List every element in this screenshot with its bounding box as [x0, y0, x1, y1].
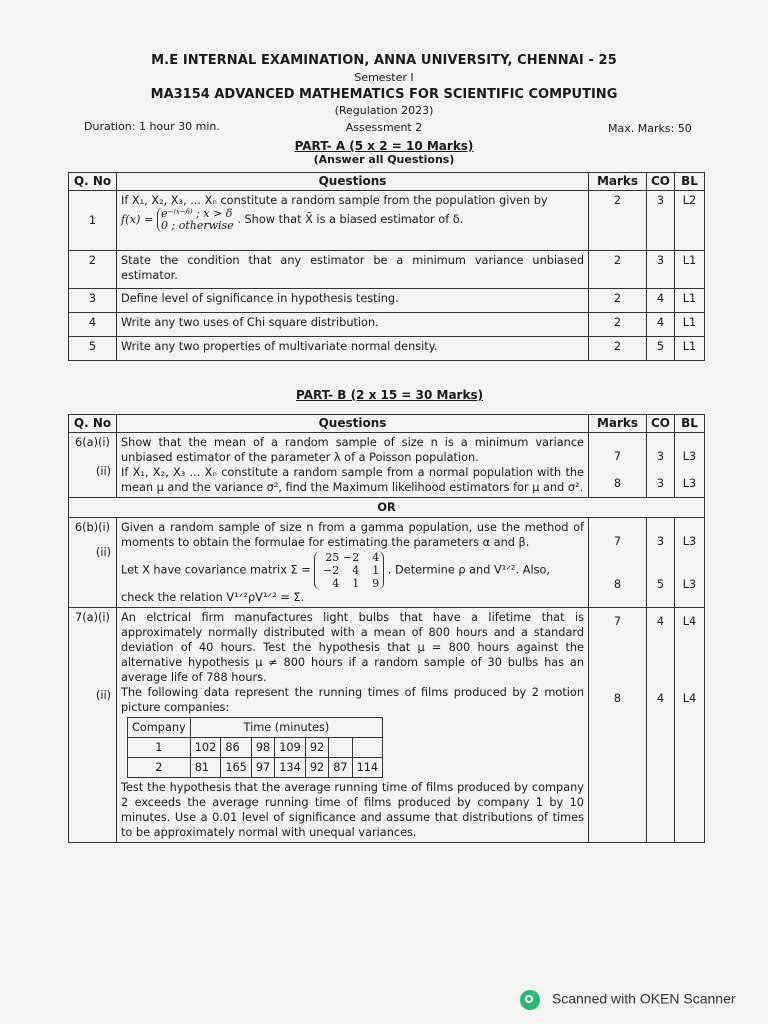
question-6a-ii-text: If X₁, X₂, X₃ ... Xₙ constitute a random sample from a normal population with the mean μ and the variance σ², find the Maximum likelihood estimators for μ and σ².: [121, 466, 584, 494]
q-number: 5: [69, 337, 117, 361]
question-text: Define level of significance in hypothesis testing.: [117, 289, 589, 313]
co-cell: [647, 608, 675, 843]
bl-6a-ii: L3: [682, 477, 697, 490]
oken-scanner-logo-icon: [520, 990, 540, 1010]
table-row: [69, 191, 705, 251]
film-time: 97: [251, 758, 274, 778]
q-number: 1: [69, 191, 117, 251]
col-co: CO: [647, 173, 675, 191]
marks-cell: 2: [589, 337, 647, 361]
max-marks-label: Max. Marks: 50: [608, 122, 692, 135]
question-7a-i-text: An elctrical firm manufactures light bulbs that have a lifetime that is approximately normally distributed with a mean of 800 hours and a standard deviation of 40 hours. Test the hypothesis that μ = 800 hours against the alternative hypothesis μ ≠ 800 hours if a random sample of 30 bulbs has an average life of 788 hours.: [121, 611, 584, 684]
marks-6b-ii: 8: [613, 578, 622, 591]
question-text-line: If X₁, X₂, X₃, ... Xₙ constitute a random sample from the population given by: [121, 194, 548, 207]
film-time: 102: [190, 738, 221, 758]
question-6b-i-text: Given a random sample of size n from a gamma population, use the method of moments to obtain the formulae for estimating the parameters α and β.: [121, 521, 584, 549]
part-a-title: PART- A (5 x 2 = 10 Marks): [294, 139, 474, 153]
co-cell: 4: [647, 289, 675, 313]
table-row: [69, 518, 705, 608]
marks-6a-ii: 8: [613, 477, 622, 490]
question-text: [117, 518, 589, 608]
col-bl: BL: [675, 415, 705, 433]
question-6b-ii-text-a: Let X have covariance matrix Σ =: [121, 563, 311, 577]
marks-cell: 2: [589, 251, 647, 289]
matrix-cell: 1: [372, 564, 380, 577]
col-bl: BL: [675, 173, 705, 191]
question-7a-ii-text-a: The following data represent the running times of films produced by 2 motion picture companies:: [121, 686, 584, 714]
question-6b-ii-text-b: . Determine ρ and V¹ᐟ². Also,: [387, 563, 550, 577]
co-6b-i: 3: [656, 535, 665, 548]
col-questions: Questions: [117, 415, 589, 433]
q-number: 2: [69, 251, 117, 289]
marks-cell: 2: [589, 289, 647, 313]
q-number: 4: [69, 313, 117, 337]
bl-cell: L1: [675, 337, 705, 361]
marks-7a-i: 7: [613, 615, 622, 628]
marks-6b-i: 7: [613, 535, 622, 548]
film-company: 2: [128, 758, 191, 778]
fx-label: f(x) =: [121, 213, 154, 226]
q-number-7a-i: 7(a)(i): [75, 611, 110, 624]
bl-cell: L2: [675, 191, 705, 251]
or-row: [69, 498, 705, 518]
part-a-header-row: [69, 173, 705, 191]
question-text-end: . Show that X̄ is a biased estimator of δ.: [237, 213, 464, 226]
film-row: [128, 758, 383, 778]
scanner-label: Scanned with OKEN Scanner: [551, 990, 736, 1007]
co-7a-ii: 4: [656, 692, 665, 705]
col-marks: Marks: [589, 415, 647, 433]
table-row: [69, 608, 705, 843]
scanner-watermark: [520, 990, 736, 1010]
q-number-6b-ii: (ii): [95, 546, 111, 559]
matrix-cell: 4: [352, 564, 360, 577]
matrix-cell: 4: [332, 577, 340, 590]
col-co: CO: [647, 415, 675, 433]
q-number-7a-ii: (ii): [95, 689, 111, 702]
bl-cell: [675, 518, 705, 608]
course-title: MA3154 ADVANCED MATHEMATICS FOR SCIENTIFIC COMPUTING: [150, 87, 618, 102]
bl-cell: L1: [675, 313, 705, 337]
question-text: Write any two properties of multivariate normal density.: [117, 337, 589, 361]
question-text: Write any two uses of Chi square distribution.: [117, 313, 589, 337]
co-cell: 3: [647, 251, 675, 289]
col-qno: Q. No: [69, 173, 117, 191]
matrix-cell: 4: [372, 551, 380, 564]
matrix-cell: −2: [323, 564, 340, 577]
piecewise-function: [157, 208, 234, 232]
question-6b-ii-text-c: check the relation V¹ᐟ²ρV¹ᐟ² = Σ.: [121, 591, 305, 604]
piece-case-1: e⁻⁽ˣ⁻ᵟ⁾ ; x > δ: [161, 207, 233, 220]
table-row: [69, 337, 705, 361]
q-number-6a-ii: (ii): [95, 465, 111, 478]
part-a-table: [68, 172, 705, 361]
part-a-subtitle: (Answer all Questions): [313, 153, 455, 166]
bl-cell: L1: [675, 251, 705, 289]
table-row: [69, 433, 705, 498]
q-number: [69, 518, 117, 608]
question-7a-ii-text-b: Test the hypothesis that the average running time of films produced by company 2 exceeds the average running time of films produced by company 1 by 10 minutes. Use a 0.01 level of significance and assume that distributions of times to be approximately normal with unequal variances.: [121, 781, 584, 839]
co-7a-i: 4: [656, 615, 665, 628]
co-6a-i: 3: [656, 450, 665, 463]
film-times-table: [127, 717, 383, 778]
bl-7a-i: L4: [682, 615, 697, 628]
marks-cell: 2: [589, 191, 647, 251]
film-time: 134: [275, 758, 306, 778]
exam-title: M.E INTERNAL EXAMINATION, ANNA UNIVERSITY, CHENNAI - 25: [151, 53, 617, 68]
bl-6b-ii: L3: [682, 578, 697, 591]
question-text: [117, 191, 589, 251]
question-6a-i-text: Show that the mean of a random sample of size n is a minimum variance unbiased estimator of the parameter λ of a Poisson population.: [121, 436, 584, 464]
marks-7a-ii: 8: [613, 692, 622, 705]
co-cell: [647, 518, 675, 608]
col-marks: Marks: [589, 173, 647, 191]
assessment-label: Assessment 2: [345, 121, 423, 134]
bl-6b-i: L3: [682, 535, 697, 548]
film-time: 86: [221, 738, 252, 758]
question-text: [117, 433, 589, 498]
bl-cell: L1: [675, 289, 705, 313]
matrix-cell: 25: [325, 551, 340, 564]
film-time: 109: [275, 738, 306, 758]
film-time: 165: [221, 758, 252, 778]
question-text: [117, 608, 589, 843]
bl-cell: [675, 433, 705, 498]
marks-cell: [589, 433, 647, 498]
or-label: OR: [69, 498, 705, 518]
film-time: 114: [352, 758, 383, 778]
table-row: [69, 251, 705, 289]
film-row: [128, 738, 383, 758]
film-time: 98: [251, 738, 274, 758]
table-row: [69, 313, 705, 337]
film-col-time: Time (minutes): [190, 718, 382, 738]
co-cell: 3: [647, 191, 675, 251]
marks-cell: [589, 518, 647, 608]
bl-7a-ii: L4: [682, 692, 697, 705]
film-company: 1: [128, 738, 191, 758]
duration-label: Duration: 1 hour 30 min.: [84, 120, 220, 133]
question-text: State the condition that any estimator be a minimum variance unbiased estimator.: [117, 251, 589, 289]
film-time: 87: [329, 758, 352, 778]
co-6a-ii: 3: [656, 477, 665, 490]
part-b-table: [68, 414, 705, 843]
q-number: 3: [69, 289, 117, 313]
regulation-label: (Regulation 2023): [334, 104, 434, 117]
covariance-matrix: [314, 551, 384, 590]
co-cell: 4: [647, 313, 675, 337]
matrix-cell: −2: [343, 551, 360, 564]
film-time: 92: [305, 738, 328, 758]
co-cell: [647, 433, 675, 498]
q-number-6a-i: 6(a)(i): [75, 436, 110, 449]
film-time: 81: [190, 758, 221, 778]
q-number-6b-i: 6(b)(i): [74, 521, 111, 534]
matrix-cell: 9: [372, 577, 380, 590]
film-col-company: Company: [128, 718, 191, 738]
part-b-title: PART- B (2 x 15 = 30 Marks): [296, 388, 484, 402]
marks-cell: 2: [589, 313, 647, 337]
piece-case-2: 0 ; otherwise: [161, 219, 234, 232]
matrix-cell: 1: [352, 577, 360, 590]
question-6b-ii-line: [121, 551, 584, 590]
q-number: [69, 433, 117, 498]
marks-cell: [589, 608, 647, 843]
film-header-row: [128, 718, 383, 738]
table-row: [69, 289, 705, 313]
co-cell: 5: [647, 337, 675, 361]
film-time: 92: [305, 758, 328, 778]
bl-6a-i: L3: [682, 450, 697, 463]
bl-cell: [675, 608, 705, 843]
q-number: [69, 608, 117, 843]
part-b-header-row: [69, 415, 705, 433]
marks-6a-i: 7: [613, 450, 622, 463]
semester-label: Semester I: [354, 71, 414, 84]
col-questions: Questions: [117, 173, 589, 191]
col-qno: Q. No: [69, 415, 117, 433]
co-6b-ii: 5: [656, 578, 665, 591]
